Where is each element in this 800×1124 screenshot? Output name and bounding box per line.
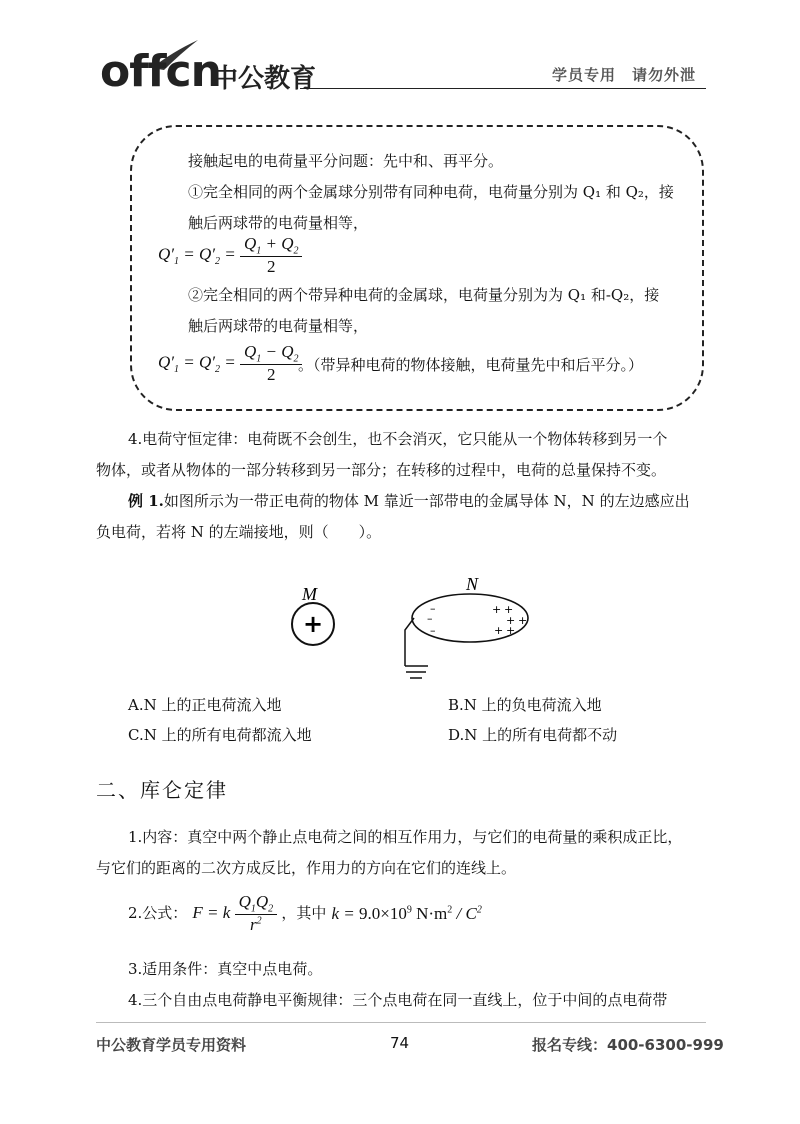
ground-wire [405,618,414,666]
footer-right: 报名专线：400-6300-999 [532,1036,724,1054]
example-line-a [128,486,690,517]
coulomb-p3: 3.适用条件：真空中点电荷。 [128,960,323,978]
plus-2: + [504,603,514,616]
coulomb-constant: $k = 9.0\times 10^9$ $N\cdot m^2 / C^2$ [331,903,482,923]
formula-label: 2.公式： [128,904,188,923]
option-a: A.N 上的正电荷流入地 [128,696,282,714]
label-m: M [302,584,317,604]
header [0,0,800,100]
example-text-a: 如图所示为一带正电荷的物体 M 靠近一部带电的金属导体 N，N 的左边感应出 [163,492,690,510]
charge-m-plus: + [302,610,324,638]
formula-opposite-charge: $Q'_1 = Q'_2$ = $\frac{Q_1 - Q_2}{2}$ [158,342,302,385]
coulomb-p4: 4.三个自由点电荷静电平衡规律：三个点电荷在同一直线上，位于中间的点电荷带 [128,991,668,1009]
plus-3: + [506,614,516,627]
fraction-diff: $\frac{Q_1 - Q_2}{2}$ [240,342,303,385]
plus-1: + [492,603,502,616]
figure-charges [280,570,550,690]
plus-4: + [518,614,528,627]
formula-same-charge: $Q'_1 = Q'_2$ = $\frac{Q_1 + Q_2}{2}$ [158,234,302,277]
box-line-1: 接触起电的电荷量平分问题：先中和、再平分。 [188,152,504,170]
section-heading: 二、库仑定律 [96,778,228,802]
header-rule [300,88,706,89]
box-line-2a: ①完全相同的两个金属球分别带有同种电荷，电荷量分别为 Q₁ 和 Q₂，接 [188,183,674,201]
footer-rule [96,1022,706,1023]
minus-1: – [430,602,436,615]
coulomb-p1b: 与它们的距离的二次方成反比，作用力的方向在它们的连线上。 [96,859,517,877]
footer-left: 中公教育学员专用资料 [96,1036,247,1054]
box-line-3a: ②完全相同的两个带异种电荷的金属球，电荷量分别为为 Q₁ 和-Q₂，接 [188,286,660,304]
box-note-2: 。（带异种电荷的物体接触，电荷量先中和后平分。） [298,356,644,374]
label-n: N [466,574,479,594]
formula-mid: ，其中 [281,904,327,923]
fraction-sum: $\frac{Q_1 + Q_2}{2}$ [240,234,303,277]
minus-3: – [430,624,436,637]
plus-5: + [494,624,504,637]
logo-word: offcn [100,46,221,97]
paragraph-4a: 4.电荷守恒定律：电荷既不会创生，也不会消灭，它只能从一个物体转移到另一个 [128,430,668,448]
minus-2: – [427,612,433,625]
example-label: 例 1. [128,492,164,510]
box-line-3b: 触后两球带的电荷量相等， [188,317,369,335]
logo-chinese: 中公教育 [212,64,317,94]
option-c: C.N 上的所有电荷都流入地 [128,726,312,744]
header-note: 学员专用 请勿外泄 [552,66,697,84]
page-number: 74 [390,1034,410,1052]
example-line-b: 负电荷，若将 N 的左端接地，则（ ）。 [96,523,382,541]
coulomb-formula: F = k $\frac{Q_1Q_2}{r^2}$ [192,903,281,922]
box-line-2b: 触后两球带的电荷量相等， [188,214,369,232]
option-b: B.N 上的负电荷流入地 [448,696,602,714]
coulomb-formula-line [128,892,482,942]
plus-6: + [506,624,516,637]
option-d: D.N 上的所有电荷都不动 [448,726,618,744]
paragraph-4b: 物体，或者从物体的一部分转移到另一部分；在转移的过程中，电荷的总量保持不变。 [96,461,667,479]
fraction-coulomb: $\frac{Q_1Q_2}{r^2}$ [235,892,278,935]
coulomb-p1a: 1.内容：真空中两个静止点电荷之间的相互作用力，与它们的电荷量的乘积成正比， [128,828,683,846]
